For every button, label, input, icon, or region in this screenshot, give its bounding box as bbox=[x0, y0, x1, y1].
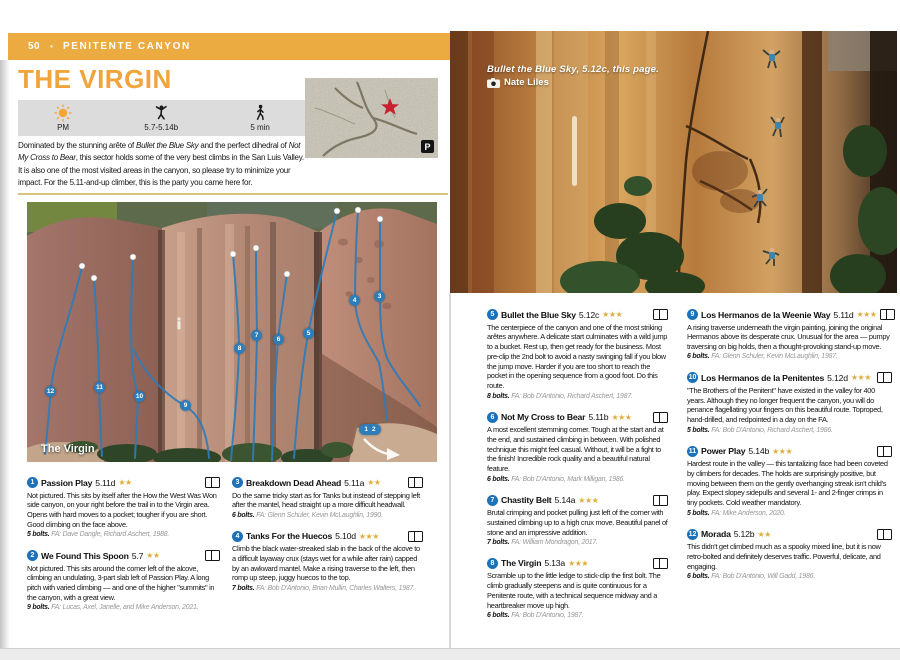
route-name: The Virgin bbox=[501, 558, 542, 569]
route-number-badge: 9 bbox=[687, 309, 698, 320]
page-bottom-edge bbox=[0, 648, 900, 660]
guidebook-pages-icon bbox=[653, 412, 668, 423]
route-fa: FA: Glenn Schuler, Kevin McLaughlin, 1987. bbox=[711, 353, 838, 361]
route-stars: ★★ bbox=[367, 478, 381, 487]
topo-area-label: The Virgin bbox=[41, 443, 95, 455]
route-stars: ★★ bbox=[118, 478, 132, 487]
route-grade: 5.10d bbox=[335, 531, 356, 542]
topo-marker-10: 10 bbox=[135, 393, 144, 400]
route-bolts: 6 bolts. bbox=[487, 475, 510, 483]
route-description: Not pictured. This sits around the corner left of the alcove, climbing an undulating, 3-part slab left of Passion Play. A long pitch with varied climbing — and one of the higher "summits" in the canyon, with a great view. bbox=[27, 563, 215, 603]
route-fa: FA: Mike Anderson, 2020. bbox=[711, 509, 786, 517]
route-bolts: 5 bolts. bbox=[687, 426, 710, 434]
route-name-italic: Bullet the Blue Sky bbox=[136, 141, 199, 150]
route-entry-2 bbox=[27, 550, 220, 611]
route-name: Passion Play bbox=[41, 477, 93, 488]
route-grade: 5.7 bbox=[131, 550, 144, 561]
route-name-italic: Not My Cross to Bear bbox=[18, 141, 301, 163]
decorative-rule bbox=[18, 193, 448, 195]
route-entry-6 bbox=[487, 412, 668, 483]
topo-photo bbox=[27, 202, 437, 462]
sun-icon bbox=[54, 104, 72, 122]
route-description: A most excellent stemming corner. Tough at the start and at the end, and sustained climbing in between. With polished technique this might feel casual. Without, it will be a fight to the finish! Incredible rock quality and a beautiful natural feature. bbox=[487, 425, 664, 474]
topo-marker-4: 4 bbox=[349, 295, 360, 306]
topo-marker-12: 12 bbox=[46, 388, 55, 395]
photo-credit: Nate Liles bbox=[504, 77, 549, 88]
route-bolts: 8 bolts. bbox=[487, 392, 510, 400]
route-name: Los Hermanos de la Penitentes bbox=[701, 372, 825, 383]
route-stars: ★★★ bbox=[578, 495, 599, 505]
route-number-badge: 5 bbox=[487, 309, 498, 320]
route-entry-5 bbox=[487, 309, 668, 400]
intro-text: , this sector holds some of the very best climbs in the San Luis Valley. It is also one of the most visited areas in the canyon, so please try to minimize your impact. For the 5.11-and-up climber, this is the party you came here for. bbox=[18, 153, 304, 188]
routes-left-col1 bbox=[27, 477, 220, 623]
route-fa: FA: Glenn Schuler, Kevin McLaughlin, 1990. bbox=[256, 511, 383, 519]
route-grade: 5.11d bbox=[833, 309, 854, 320]
guidebook-pages-icon bbox=[653, 558, 668, 569]
route-fa: FA: Lucas, Axel, Janelle, and Mike Anderson, 2021. bbox=[51, 604, 199, 612]
route-bolts: 5 bolts. bbox=[687, 509, 710, 517]
route-description: Climb the black water-streaked slab in the back of the alcove to a difficult layaway crux (stays wet for a while after rain) capped by an awkward mantel. Make a rising traverse to the left, then romp up steep, juggy huecos to the top. bbox=[232, 544, 420, 583]
grade-range-label: 5.7-5.14b bbox=[144, 123, 179, 132]
topo-marker-5: 5 bbox=[303, 328, 314, 339]
topo-marker-11: 11 bbox=[94, 382, 105, 393]
topo-marker-8: 8 bbox=[234, 343, 245, 354]
route-entry-11 bbox=[687, 446, 892, 517]
route-entry-8 bbox=[487, 558, 668, 619]
header-band bbox=[8, 33, 450, 60]
route-fa: FA: Bob D'Antonio, Richard Aschert, 1987. bbox=[511, 392, 633, 400]
route-stars: ★★★ bbox=[856, 310, 877, 319]
route-bolts: 6 bolts. bbox=[232, 511, 255, 519]
routes-right-col2 bbox=[687, 309, 892, 592]
page-number: 50 bbox=[28, 41, 41, 52]
route-bolts: 6 bolts. bbox=[687, 572, 710, 580]
route-description: Do the same tricky start as for Tanks but instead of stepping left after the mantel, head straight up a more difficult headwall. bbox=[232, 490, 420, 510]
route-stars: ★★★ bbox=[568, 558, 589, 568]
route-description: Scramble up to the little ledge to stick-clip the first bolt. The climb gradually steepens and is quite continuous for a Penitente route, with a technical sequence midway and a heartbreaker move up high. bbox=[487, 571, 661, 610]
guidebook-pages-icon bbox=[408, 531, 423, 542]
route-entry-4 bbox=[232, 531, 423, 592]
route-entry-9 bbox=[687, 309, 892, 360]
info-item-approach bbox=[250, 104, 270, 132]
climber-icon bbox=[152, 104, 170, 122]
sun-hours-label: PM bbox=[57, 123, 70, 132]
guidebook-pages-icon bbox=[877, 446, 892, 457]
route-number-badge: 4 bbox=[232, 531, 243, 542]
photo-caption bbox=[487, 64, 659, 88]
route-bolts: 5 bolts. bbox=[27, 531, 50, 539]
route-name: Breakdown Dead Ahead bbox=[246, 477, 342, 488]
route-stars: ★★ bbox=[757, 529, 771, 539]
route-bolts: 7 bolts. bbox=[487, 538, 510, 546]
route-name: Bullet the Blue Sky bbox=[501, 309, 576, 320]
route-fa: FA: William Mondragon, 2017. bbox=[511, 538, 598, 546]
routes-right-col1 bbox=[487, 309, 668, 631]
route-description: Hardest route in the valley — this tantalizing face had been coveted by climbers for decades. The holds are surprisingly positive, but moving between them on the gently overhanging streak isn't child's play. Expect slopey sidepulls and several 1- and 2-finger crimps in tiny pockets. Cold weather mandatory. bbox=[687, 459, 888, 508]
route-name: We Found This Spoon bbox=[41, 550, 129, 561]
route-grade: 5.14a bbox=[554, 495, 576, 506]
route-grade: 5.14b bbox=[748, 446, 770, 457]
route-description: A rising traverse underneath the virgin painting, joining the original Hermanos above its desperate crux. Unusual for the area — pumpy traversing on big holds, then a thought-provoking stand-up move. bbox=[687, 322, 890, 352]
route-number-badge: 6 bbox=[487, 412, 498, 423]
route-fa: FA: Bob D'Antonio, 1987. bbox=[511, 612, 584, 620]
intro-paragraph bbox=[18, 140, 442, 190]
route-entry-12 bbox=[687, 529, 892, 580]
topo-marker-9: 9 bbox=[180, 400, 191, 411]
route-description: "The Brothers of the Penitent" have existed in the valley for 400 years. Although they no longer frequent the canyon, you will do penance flagellating your fingers on this beautiful route. Toproped, hand-drilled, and redpointed in a day on the FA. bbox=[687, 385, 883, 425]
guidebook-pages-icon bbox=[205, 550, 220, 561]
topo-image bbox=[27, 202, 437, 462]
route-entry-1 bbox=[27, 477, 220, 538]
route-name: Tanks For the Huecos bbox=[246, 531, 333, 542]
guidebook-pages-icon bbox=[653, 495, 668, 506]
route-name: Morada bbox=[701, 529, 731, 540]
route-grade: 5.12b bbox=[733, 529, 755, 540]
guidebook-pages-icon bbox=[880, 309, 895, 320]
route-stars: ★★ bbox=[146, 551, 160, 561]
routes-left-col2 bbox=[232, 477, 423, 604]
parking-label: P bbox=[424, 142, 431, 152]
topo-marker-num: 1 bbox=[364, 426, 368, 433]
topo-marker-6: 6 bbox=[273, 334, 284, 345]
info-bar bbox=[18, 100, 306, 136]
route-grade: 5.13a bbox=[544, 558, 566, 569]
route-fa: FA: Bob D'Antonio, Mark Milligan, 1986. bbox=[511, 475, 625, 483]
route-number-badge: 11 bbox=[688, 447, 697, 455]
route-bolts: 6 bolts. bbox=[687, 353, 710, 361]
route-description: The centerpiece of the canyon and one of the most striking arêtes anywhere. A delicate start culminates with a wild jump to a bucket. Rest up, then get ready for the business. Most pre-clip the 2nd bolt to avoid a nasty swinging fall if you blow the jump move. Harder if you are too short to reach the pocket in the opening sequence from a good foot. Do this route. bbox=[487, 322, 668, 391]
route-name: Chastity Belt bbox=[501, 495, 552, 506]
route-grade: 5.11d bbox=[95, 477, 116, 488]
route-stars: ★★★ bbox=[358, 531, 379, 541]
route-stars: ★★★ bbox=[602, 310, 623, 319]
topo-marker-7: 7 bbox=[251, 330, 262, 341]
route-fa: FA: Dave Dangle, Richard Aschert, 1988. bbox=[51, 531, 170, 539]
topo-marker-1-2 bbox=[359, 424, 381, 435]
intro-text: Dominated by the stunning arête of bbox=[18, 141, 136, 150]
route-bolts: 6 bolts. bbox=[487, 612, 510, 620]
header-separator-dot: • bbox=[50, 42, 53, 51]
route-number-badge: 10 bbox=[688, 374, 697, 382]
route-number-badge: 8 bbox=[487, 558, 498, 569]
route-fa: FA: Bob D'Antonio, Richard Aschert, 1986. bbox=[711, 426, 833, 434]
guidebook-pages-icon bbox=[877, 372, 892, 383]
route-number-badge: 12 bbox=[688, 530, 697, 538]
route-grade: 5.11a bbox=[344, 477, 365, 488]
info-item-sun bbox=[54, 104, 72, 132]
route-entry-3 bbox=[232, 477, 423, 519]
guidebook-pages-icon bbox=[877, 529, 892, 540]
route-number-badge: 7 bbox=[487, 495, 498, 506]
topo-marker-num: 2 bbox=[372, 426, 376, 433]
route-grade: 5.12d bbox=[827, 372, 848, 383]
walker-icon bbox=[251, 104, 269, 122]
route-grade: 5.11b bbox=[588, 412, 609, 423]
route-bolts: 7 bolts. bbox=[232, 584, 255, 592]
route-stars: ★★★ bbox=[850, 373, 871, 383]
route-fa: FA: Bob D'Antonio, Brian Mullin, Charles Walters, 1987. bbox=[256, 584, 415, 592]
route-entry-10 bbox=[687, 372, 892, 433]
camera-icon bbox=[487, 78, 500, 88]
info-item-grades bbox=[144, 104, 178, 132]
route-entry-7 bbox=[487, 495, 668, 546]
route-stars: ★★★ bbox=[772, 446, 793, 456]
route-name: Power Play bbox=[701, 446, 746, 457]
route-description: Not pictured. This sits by itself after the How the West Was Won side canyon, on your right before the trail in to the Virgin area. Opens with hard moves to a pocket; tougher if you are short. Good climbing on the face above. bbox=[27, 490, 217, 529]
photo-caption-title: Bullet the Blue Sky, 5.12c, this page. bbox=[487, 64, 659, 75]
route-bolts: 9 bolts. bbox=[27, 604, 50, 612]
intro-text: and the perfect dihedral of bbox=[198, 141, 289, 150]
page-edge-shadow bbox=[0, 60, 10, 648]
route-number-badge: 1 bbox=[27, 477, 38, 488]
area-title: THE VIRGIN bbox=[18, 64, 172, 94]
guidebook-pages-icon bbox=[653, 309, 668, 320]
topo-marker-3: 3 bbox=[374, 291, 385, 302]
route-name: Los Hermanos de la Weenie Way bbox=[701, 309, 831, 320]
guidebook-pages-icon bbox=[205, 477, 220, 488]
route-stars: ★★★ bbox=[611, 412, 632, 422]
map-wrap-spacer bbox=[304, 140, 442, 165]
guidebook-pages-icon bbox=[408, 477, 423, 488]
route-fa: FA: Bob D'Antonio, Will Gadd, 1986. bbox=[711, 572, 815, 580]
section-title: PENITENTE CANYON bbox=[62, 41, 191, 52]
approach-time-label: 5 min bbox=[250, 123, 270, 132]
route-description: This didn't get climbed much as a spooky mixed line, but it is now retro-bolted and definitely deserves traffic. Powerful, delicate, and engaging. bbox=[687, 542, 881, 571]
route-number-badge: 2 bbox=[27, 550, 38, 561]
route-name: Not My Cross to Bear bbox=[501, 412, 586, 423]
climber-silhouette bbox=[177, 317, 180, 329]
route-grade: 5.12c bbox=[578, 309, 600, 320]
page-gutter-divider bbox=[449, 293, 451, 648]
route-description: Brutal crimping and pocket pulling just left of the corner with sustained climbing up to a high crux move. Beautiful panel of stone and an impressive addition. bbox=[487, 508, 668, 537]
route-number-badge: 3 bbox=[232, 477, 243, 488]
